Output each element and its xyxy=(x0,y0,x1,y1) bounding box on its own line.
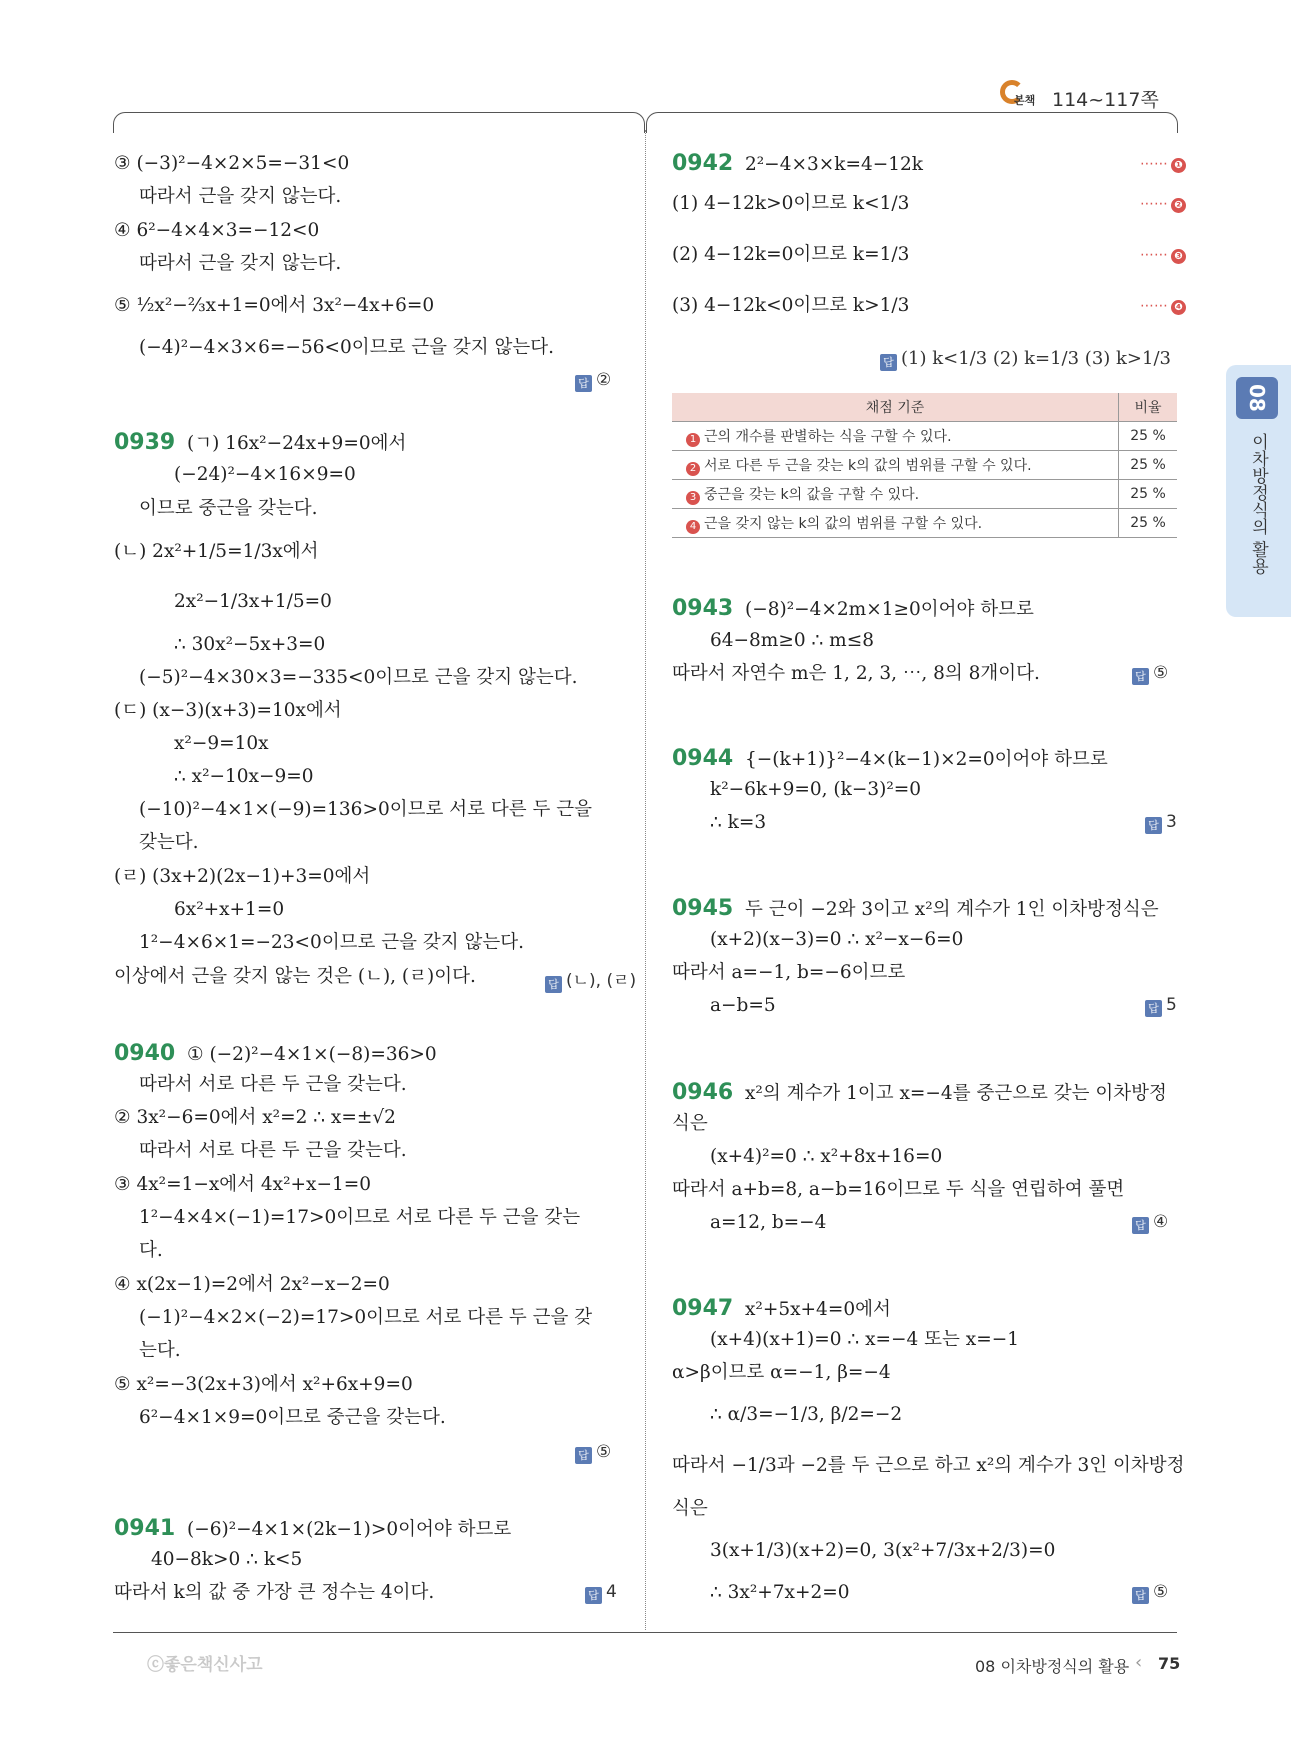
problem-0947-l4: ∴ α/3=−1/3, β/2=−2 xyxy=(710,1404,903,1425)
problem-0939-b3: ∴ 30x²−5x+3=0 xyxy=(174,634,326,655)
problem-0943-l3: 따라서 자연수 m은 1, 2, 3, ⋯, 8의 8개이다. xyxy=(672,663,1040,684)
problem-0946-l3: (x+4)²=0 ∴ x²+8x+16=0 xyxy=(710,1146,943,1167)
step-1-icon: 1 xyxy=(686,433,700,447)
answer-0944: 답 3 xyxy=(1145,812,1177,834)
left-line-2: 따라서 근을 갖지 않는다. xyxy=(139,186,342,207)
answer-icon: 답 xyxy=(880,354,897,371)
answer-0940: 답 ⑤ xyxy=(575,1442,611,1464)
problem-0946-l5: a=12, b=−4 xyxy=(710,1212,827,1233)
left-line-1: ③ (−3)²−4×2×5=−31<0 xyxy=(114,153,350,174)
problem-0939-b1: (ㄴ) 2x²+1/5=1/3x에서 xyxy=(114,541,319,562)
problem-0941-l3: 따라서 k의 값 중 가장 큰 정수는 4이다. xyxy=(114,1582,435,1603)
footer-chapter: 08 이차방정식의 활용 xyxy=(975,1657,1130,1676)
table-row: 1 근의 개수를 판별하는 식을 구할 수 있다. 25 % xyxy=(672,422,1177,451)
problem-0939-e1: 이상에서 근을 갖지 않는 것은 (ㄴ), (ㄹ)이다. xyxy=(114,966,476,987)
answer-0945: 답 5 xyxy=(1145,995,1177,1017)
problem-0940-l1: 0940 ① (−2)²−4×1×(−8)=36>0 xyxy=(114,1041,437,1066)
problem-0939-d2: 6x²+x+1=0 xyxy=(174,899,285,920)
problem-0947-l5: 따라서 −1/3과 −2를 두 근으로 하고 x²의 계수가 3인 이차방정 xyxy=(672,1455,1185,1476)
table-header-criteria: 채점 기준 xyxy=(672,393,1119,422)
left-line-6: (−4)²−4×3×6=−56<0이므로 근을 갖지 않는다. xyxy=(139,337,554,358)
problem-0946-l4: 따라서 a+b=8, a−b=16이므로 두 식을 연립하여 풀면 xyxy=(672,1179,1125,1200)
answer-top: 답 ② xyxy=(575,370,611,392)
problem-0939-a2: (−24)²−4×16×9=0 xyxy=(174,464,356,485)
answer-icon: 답 xyxy=(585,1587,602,1604)
problem-0947-l8: ∴ 3x²+7x+2=0 xyxy=(710,1582,850,1603)
problem-0942-l4: (3) 4−12k<0이므로 k>1/3 xyxy=(672,295,910,316)
problem-0939-d3: 1²−4×6×1=−23<0이므로 근을 갖지 않는다. xyxy=(139,932,525,953)
problem-0947-l7: 3(x+1/3)(x+2)=0, 3(x²+7/3x+2/3)=0 xyxy=(710,1540,1056,1561)
problem-number-0941: 0941 xyxy=(114,1516,176,1541)
right-column-frame xyxy=(646,112,1178,133)
problem-0942-l3: (2) 4−12k=0이므로 k=1/3 xyxy=(672,244,910,265)
scoring-mark-1: ⋯⋯ ❶ xyxy=(1140,156,1186,173)
left-line-3: ④ 6²−4×4×3=−12<0 xyxy=(114,220,320,241)
step-3-icon: 3 xyxy=(686,491,700,505)
scoring-criteria-table xyxy=(672,393,1177,538)
problem-0939-b2: 2x²−1/3x+1/5=0 xyxy=(174,591,332,612)
problem-0939-a3: 이므로 중근을 갖는다. xyxy=(139,498,318,519)
problem-0940-l9: (−1)²−4×2×(−2)=17>0이므로 서로 다른 두 근을 갖 xyxy=(139,1307,593,1328)
problem-0940-l7: 다. xyxy=(139,1240,163,1261)
table-row: 2 서로 다른 두 근을 갖는 k의 값의 범위를 구할 수 있다. 25 % xyxy=(672,451,1177,480)
problem-number-0943: 0943 xyxy=(672,596,734,621)
problem-0940-l6: 1²−4×4×(−1)=17>0이므로 서로 다른 두 근을 갖는 xyxy=(139,1207,581,1228)
chevron-left-icon: ‹ xyxy=(1135,1652,1143,1673)
book-label: 본책 xyxy=(1014,94,1036,107)
footer-rule xyxy=(113,1632,1177,1633)
problem-0946-l2: 식은 xyxy=(672,1113,708,1134)
problem-0944-l2: k²−6k+9=0, (k−3)²=0 xyxy=(710,779,922,800)
left-line-4: 따라서 근을 갖지 않는다. xyxy=(139,253,342,274)
problem-number-0940: 0940 xyxy=(114,1041,176,1066)
problem-0945-l1: 0945 두 근이 −2와 3이고 x²의 계수가 1인 이차방정식은 xyxy=(672,896,1159,921)
problem-0939-b4: (−5)²−4×30×3=−335<0이므로 근을 갖지 않는다. xyxy=(139,667,578,688)
step-4-icon: 4 xyxy=(686,520,700,534)
problem-0939-c3: ∴ x²−10x−9=0 xyxy=(174,766,314,787)
problem-0945-l4: a−b=5 xyxy=(710,995,776,1016)
problem-0944-l3: ∴ k=3 xyxy=(710,812,767,833)
answer-0947: 답 ⑤ xyxy=(1132,1582,1168,1604)
problem-0947-l2: (x+4)(x+1)=0 ∴ x=−4 또는 x=−1 xyxy=(710,1329,1019,1350)
page-number: 75 xyxy=(1158,1654,1181,1673)
answer-0939: 답 (ㄴ), (ㄹ) xyxy=(545,966,636,993)
scoring-mark-3: ⋯⋯ ❸ xyxy=(1140,247,1186,264)
problem-0947-l3: α>β이므로 α=−1, β=−4 xyxy=(672,1362,891,1383)
header xyxy=(1000,80,1160,110)
page-range: 114~117쪽 xyxy=(1052,89,1159,111)
problem-0940-l10: 는다. xyxy=(139,1340,181,1361)
problem-number-0942: 0942 xyxy=(672,151,734,176)
problem-0940-l8: ④ x(2x−1)=2에서 2x²−x−2=0 xyxy=(114,1274,390,1295)
problem-0940-l11: ⑤ x²=−3(2x+3)에서 x²+6x+9=0 xyxy=(114,1374,413,1395)
chapter-side-tab xyxy=(1226,365,1291,617)
problem-0945-l3: 따라서 a=−1, b=−6이므로 xyxy=(672,962,906,983)
problem-0944-l1: 0944 {−(k+1)}²−4×(k−1)×2=0이어야 하므로 xyxy=(672,746,1108,771)
answer-icon: 답 xyxy=(1132,1587,1149,1604)
scoring-mark-2: ⋯⋯ ❷ xyxy=(1140,196,1186,213)
problem-0941-l2: 40−8k>0 ∴ k<5 xyxy=(151,1549,303,1570)
table-row: 3 중근을 갖는 k의 값을 구할 수 있다. 25 % xyxy=(672,480,1177,509)
answer-icon: 답 xyxy=(1132,668,1149,685)
problem-0939-c5: 갖는다. xyxy=(139,832,199,853)
problem-0941-l1: 0941 (−6)²−4×1×(2k−1)>0이어야 하므로 xyxy=(114,1516,512,1541)
problem-0947-l1: 0947 x²+5x+4=0에서 xyxy=(672,1296,891,1321)
problem-0940-l3: ② 3x²−6=0에서 x²=2 ∴ x=±√2 xyxy=(114,1107,396,1128)
problem-0942-l1: 0942 2²−4×3×k=4−12k xyxy=(672,151,923,176)
answer-icon: 답 xyxy=(1145,1000,1162,1017)
problem-0940-l4: 따라서 서로 다른 두 근을 갖는다. xyxy=(139,1140,407,1161)
problem-0940-l2: 따라서 서로 다른 두 근을 갖는다. xyxy=(139,1074,407,1095)
problem-0945-l2: (x+2)(x−3)=0 ∴ x²−x−6=0 xyxy=(710,929,964,950)
answer-0942: 답 (1) k<1/3 (2) k=1/3 (3) k>1/3 xyxy=(880,348,1171,371)
publisher-watermark: ⓒ좋은책신사고 xyxy=(147,1655,263,1675)
answer-0941: 답 4 xyxy=(585,1582,617,1604)
problem-0939-c4: (−10)²−4×1×(−9)=136>0이므로 서로 다른 두 근을 xyxy=(139,799,592,820)
problem-0939-c2: x²−9=10x xyxy=(174,733,269,754)
answer-icon: 답 xyxy=(575,375,592,392)
step-2-icon: 2 xyxy=(686,462,700,476)
problem-number-0939: 0939 xyxy=(114,430,176,455)
table-row: 4 근을 갖지 않는 k의 값의 범위를 구할 수 있다. 25 % xyxy=(672,509,1177,538)
column-divider xyxy=(645,130,646,1630)
answer-icon: 답 xyxy=(575,1447,592,1464)
answer-icon: 답 xyxy=(1132,1217,1149,1234)
problem-0947-l6: 식은 xyxy=(672,1498,708,1519)
problem-0939-a1: 0939 (ㄱ) 16x²−24x+9=0에서 xyxy=(114,430,407,455)
table-header-ratio: 비율 xyxy=(1119,393,1178,422)
problem-0939-d1: (ㄹ) (3x+2)(2x−1)+3=0에서 xyxy=(114,866,371,887)
problem-0939-c1: (ㄷ) (x−3)(x+3)=10x에서 xyxy=(114,700,342,721)
chapter-title-vertical: 이차방정식의 활용 xyxy=(1248,433,1268,575)
problem-number-0945: 0945 xyxy=(672,896,734,921)
problem-0940-l12: 6²−4×1×9=0이므로 중근을 갖는다. xyxy=(139,1407,446,1428)
chapter-number-badge: 08 xyxy=(1236,377,1278,419)
scoring-mark-4: ⋯⋯ ❹ xyxy=(1140,298,1186,315)
problem-0942-l2: (1) 4−12k>0이므로 k<1/3 xyxy=(672,193,910,214)
answer-0943: 답 ⑤ xyxy=(1132,663,1168,685)
problem-number-0944: 0944 xyxy=(672,746,734,771)
problem-0940-l5: ③ 4x²=1−x에서 4x²+x−1=0 xyxy=(114,1174,372,1195)
answer-icon: 답 xyxy=(1145,817,1162,834)
left-line-5: ⑤ ½x²−⅔x+1=0에서 3x²−4x+6=0 xyxy=(114,295,435,316)
problem-number-0947: 0947 xyxy=(672,1296,734,1321)
answer-0946: 답 ④ xyxy=(1132,1212,1168,1234)
answer-icon: 답 xyxy=(545,976,562,993)
problem-number-0946: 0946 xyxy=(672,1080,734,1105)
problem-0946-l1: 0946 x²의 계수가 1이고 x=−4를 중근으로 갖는 이차방정 xyxy=(672,1080,1167,1105)
problem-0943-l2: 64−8m≥0 ∴ m≤8 xyxy=(710,630,874,651)
left-column-frame xyxy=(113,112,645,133)
problem-0943-l1: 0943 (−8)²−4×2m×1≥0이어야 하므로 xyxy=(672,596,1034,621)
